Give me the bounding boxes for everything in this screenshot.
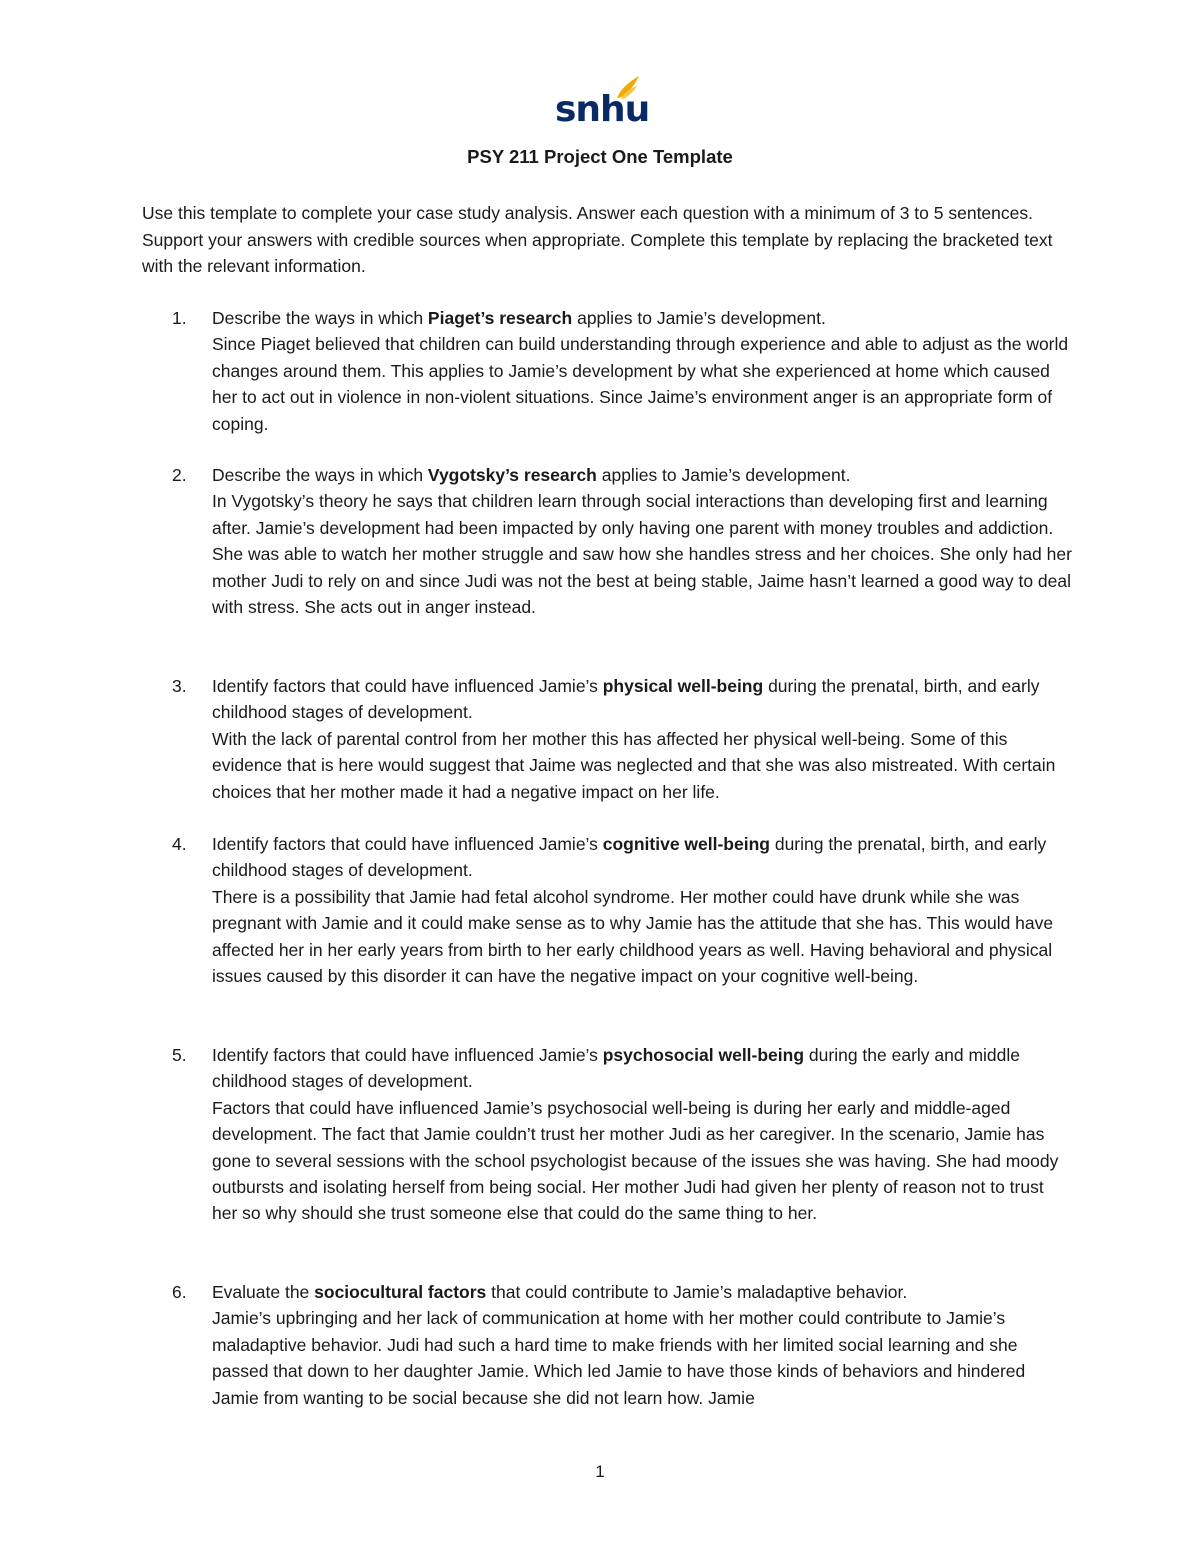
document-title: PSY 211 Project One Template	[467, 146, 733, 167]
question-number: 4.	[172, 834, 187, 854]
question-number: 2.	[172, 465, 187, 485]
question-prompt: Identify factors that could have influenced Jamie’s psychosocial well-being during the early and middle childhood stages of development.	[212, 1045, 1021, 1092]
question-answer: There is a possibility that Jamie had fetal alcohol syndrome. Her mother could have drunk while she was pregnant with Jamie and it could make sense as to why Jamie has the attitude that she has. This would have affected her in her early years from birth to her early childhood years as well. Having behavioral and physical issues caused by this disorder it can have the negative impact on your cognitive well-being.	[212, 886, 1054, 987]
question-prompt: Identify factors that could have influenced Jamie’s physical well-being during the prenatal, birth, and early childhood stages of development.	[212, 676, 1040, 723]
question-answer: In Vygotsky’s theory he says that children learn through social interactions than developing first and learning after. Jamie’s development had been impacted by only having one parent with money troubles and addiction. She was able to watch her mother struggle and saw how she handles stress and her choices. She only had her mother Judi to rely on and since Judi was not the best at being stable, Jaime hasn’t learned a good way to deal with stress. She acts out in anger instead.	[212, 491, 1072, 618]
question-answer: Factors that could have influenced Jamie’s psychosocial well-being is during her early and middle-aged development. The fact that Jamie couldn’t trust her mother Judi as her caregiver. In the scenario, Jamie has gone to several sessions with the school psychologist because of the issues she was having. She had moody outbursts and isolating herself from being social. Her mother Judi had given her plenty of reason not to trust her so why should she trust someone else that could do the same thing to her.	[212, 1097, 1059, 1224]
question-number: 1.	[172, 308, 187, 328]
question-number: 3.	[172, 676, 187, 696]
question-answer: Since Piaget believed that children can build understanding through experience and able to adjust as the world changes around them. This applies to Jamie’s development by what she experienced at home which caused her to act out in violence in non-violent situations. Since Jaime’s environment anger is an appropriate form of coping.	[212, 334, 1069, 434]
question-prompt: Identify factors that could have influenced Jamie’s cognitive well-being during the prenatal, birth, and early childhood stages of development.	[212, 834, 1047, 881]
question-item-1	[172, 305, 1072, 437]
question-prompt: Describe the ways in which Vygotsky’s research applies to Jamie’s development.	[212, 465, 851, 485]
prompt-keyword: cognitive well-being	[602, 834, 770, 854]
page-number: 1	[595, 1462, 605, 1481]
prompt-keyword: sociocultural factors	[314, 1282, 487, 1302]
question-number: 5.	[172, 1045, 187, 1065]
snhu-logo	[555, 74, 650, 134]
prompt-keyword: psychosocial well-being	[602, 1045, 805, 1065]
question-item-3	[172, 673, 1072, 805]
question-item-5	[172, 1042, 1072, 1227]
question-item-6	[172, 1279, 1072, 1411]
prompt-keyword: Vygotsky’s research	[427, 465, 597, 485]
question-prompt: Evaluate the sociocultural factors that could contribute to Jamie’s maladaptive behavior.	[212, 1282, 908, 1302]
question-answer: Jamie’s upbringing and her lack of communication at home with her mother could contribute to Jamie’s maladaptive behavior. Judi had such a hard time to make friends with her limited social learning and she passed that down to her daughter Jamie. Which led Jamie to have those kinds of behaviors and hindered Jamie from wanting to be social because she did not learn how. Jamie	[212, 1308, 1026, 1408]
question-item-2	[172, 462, 1072, 620]
question-item-4	[172, 831, 1072, 989]
question-prompt: Describe the ways in which Piaget’s research applies to Jamie’s development.	[212, 308, 826, 328]
prompt-keyword: Piaget’s research	[427, 308, 573, 328]
prompt-keyword: physical well-being	[602, 676, 764, 696]
intro-paragraph: Use this template to complete your case study analysis. Answer each question with a minimum of 3 to 5 sentences. Support your answers with credible sources when appropriate. Complete this template by replacing the bracketed text with the relevant information.	[142, 203, 1053, 276]
question-answer: With the lack of parental control from her mother this has affected her physical well-being. Some of this evidence that is here would suggest that Jaime was neglected and that she was also mistreated. With certain choices that her mother made it had a negative impact on her life.	[212, 728, 1056, 802]
question-number: 6.	[172, 1282, 187, 1302]
logo-wordmark: snhu	[555, 89, 650, 130]
